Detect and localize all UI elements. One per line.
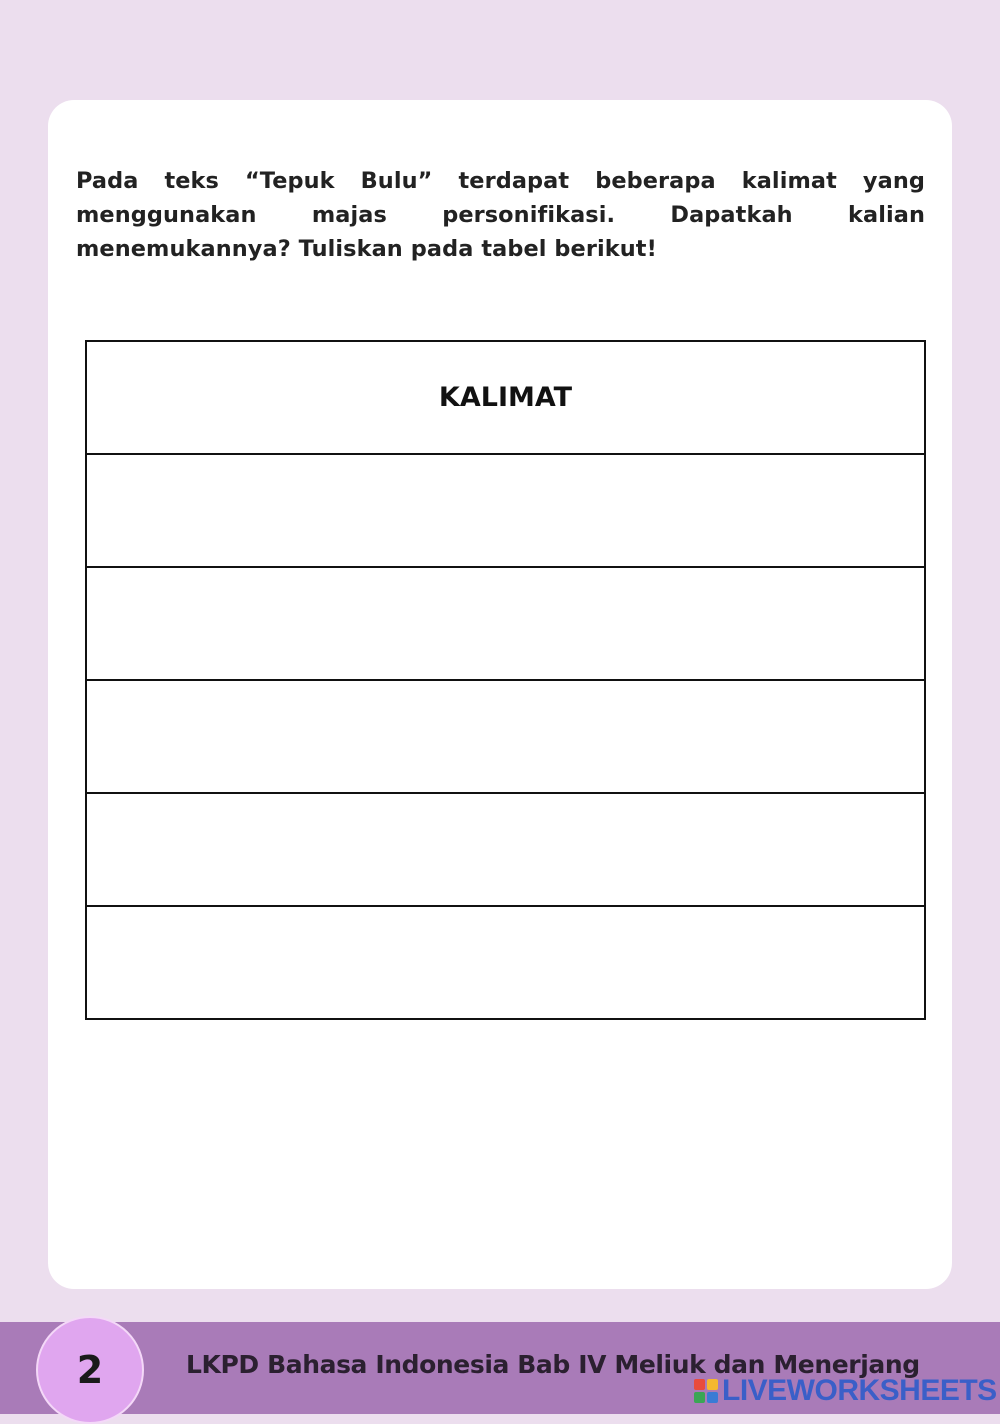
liveworksheets-watermark	[694, 1375, 997, 1407]
page-number-badge	[36, 1316, 144, 1424]
answer-table	[85, 340, 926, 1020]
answer-cell-2[interactable]	[86, 567, 925, 680]
table-row	[86, 793, 925, 906]
table-header-kalimat: KALIMAT	[86, 341, 925, 454]
table-row	[86, 680, 925, 793]
page-number: 2	[76, 1348, 104, 1392]
answer-cell-5[interactable]	[86, 906, 925, 1019]
liveworksheets-logo-icon	[694, 1379, 718, 1403]
table-row	[86, 567, 925, 680]
table-row	[86, 906, 925, 1019]
instruction-text: Pada teks “Tepuk Bulu” terdapat beberapa kalimat yang menggunakan majas personifikasi. Dapatkah kalian menemukannya? Tuliskan pada tabel berikut!	[76, 168, 925, 262]
answer-cell-1[interactable]	[86, 454, 925, 567]
table-header-row	[86, 341, 925, 454]
answer-cell-3[interactable]	[86, 680, 925, 793]
answer-cell-4[interactable]	[86, 793, 925, 906]
table-row	[86, 454, 925, 567]
watermark-text: LIVEWORKSHEETS	[722, 1374, 997, 1407]
footer-title: LKPD Bahasa Indonesia Bab IV Meliuk dan Menerjang	[186, 1350, 920, 1379]
